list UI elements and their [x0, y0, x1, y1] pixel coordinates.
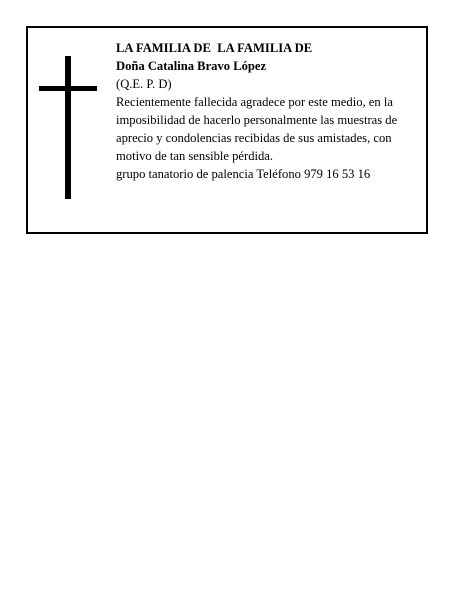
obituary-notice — [26, 26, 428, 234]
funeral-home-contact: grupo tanatorio de palencia Teléfono 979 16 53 16 — [116, 167, 371, 181]
cross-horizontal-bar — [39, 86, 97, 91]
deceased-name: Doña Catalina Bravo López — [116, 59, 267, 73]
cross-vertical-bar — [65, 56, 71, 199]
notice-heading: LA FAMILIA DE LA FAMILIA DE — [116, 41, 313, 55]
rip-abbreviation: (Q.E. P. D) — [116, 77, 172, 91]
notice-text-block — [116, 39, 422, 183]
gratitude-message: Recientemente fallecida agradece por este medio, en la imposibilidad de hacerlo personalmente las muestras de aprecio y condolencias recibidas de sus amistades, con motivo de tan sensible pérdida. — [116, 95, 398, 163]
latin-cross-icon — [39, 56, 97, 199]
